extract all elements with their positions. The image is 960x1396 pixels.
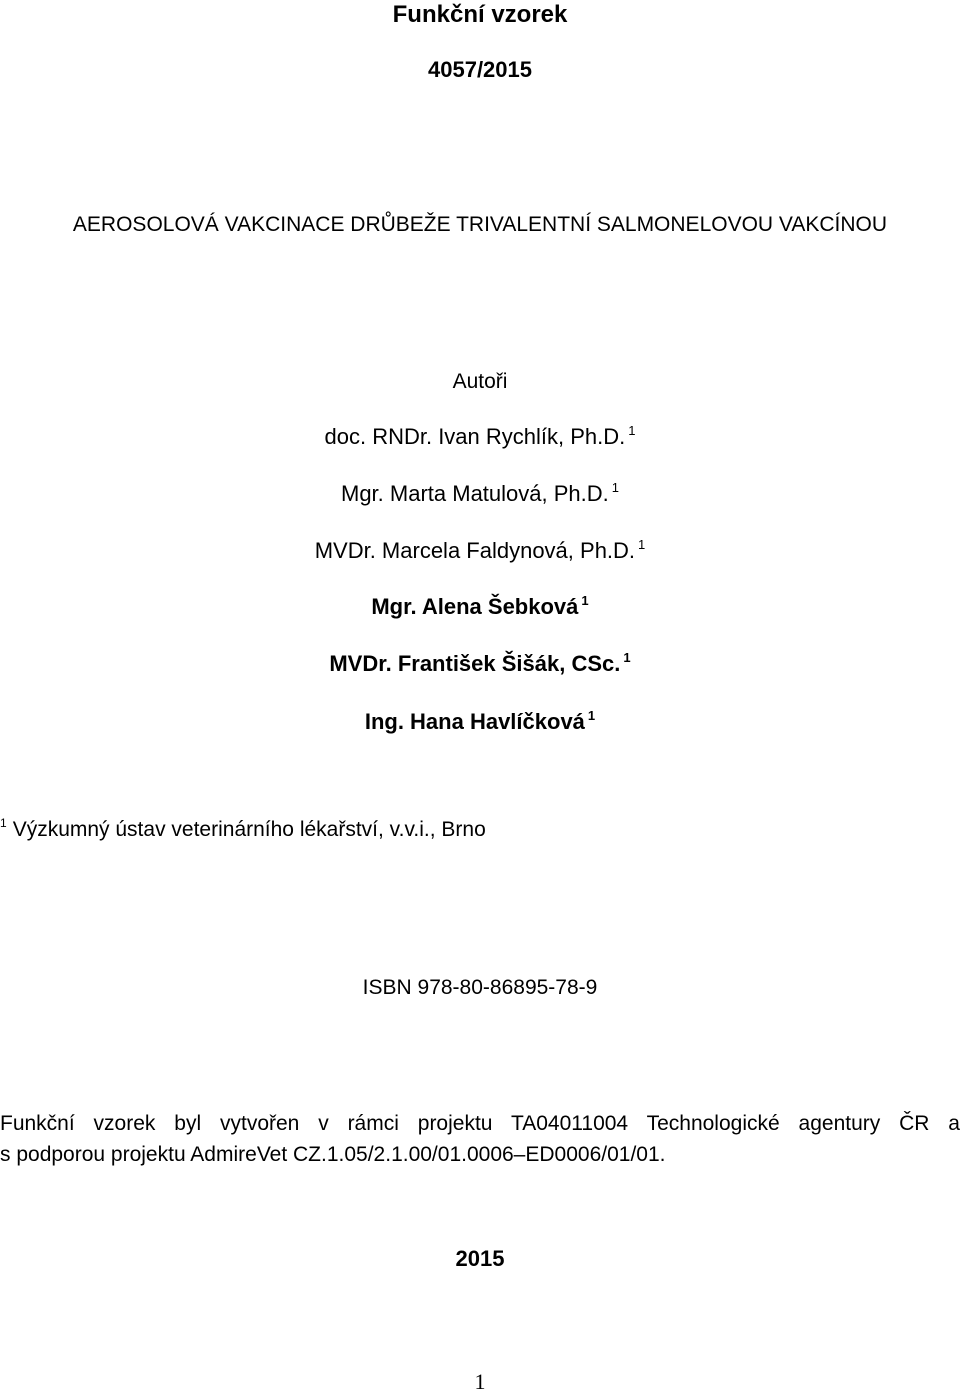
author-item bbox=[0, 423, 960, 451]
author-item bbox=[0, 708, 960, 736]
author-affiliation-ref: 1 bbox=[638, 537, 646, 552]
author-name: Mgr. Alena Šebková bbox=[371, 594, 579, 619]
document-title: Funkční vzorek bbox=[392, 1, 568, 28]
affiliation-ref: 1 bbox=[0, 816, 7, 830]
funding-statement bbox=[0, 1108, 960, 1170]
author-name: MVDr. František Šišák, CSc. bbox=[329, 651, 621, 676]
author-item bbox=[0, 480, 960, 508]
page-number: 1 bbox=[474, 1369, 486, 1394]
isbn: ISBN 978-80-86895-78-9 bbox=[362, 976, 598, 999]
funding-line-1: Funkční vzorek byl vytvořen v rámci projektu TA04011004 Technologické agentury ČR a bbox=[0, 1112, 960, 1135]
document-number: 4057/2015 bbox=[428, 57, 532, 82]
authors-label: Autoři bbox=[452, 370, 508, 393]
funding-line-2: s podporou projektu AdmireVet CZ.1.05/2.1.00/01.0006–ED0006/01/01. bbox=[0, 1143, 666, 1166]
author-item bbox=[0, 650, 960, 678]
author-item bbox=[0, 537, 960, 565]
author-affiliation-ref: 1 bbox=[628, 423, 636, 438]
publication-year: 2015 bbox=[455, 1246, 505, 1271]
author-affiliation-ref: 1 bbox=[581, 593, 589, 608]
author-affiliation-ref: 1 bbox=[611, 480, 619, 495]
affiliation-text: Výzkumný ústav veterinárního lékařství, v.v.i., Brno bbox=[12, 818, 486, 841]
document-heading: AEROSOLOVÁ VAKCINACE DRŮBEŽE TRIVALENTNÍ SALMONELOVOU VAKCÍNOU bbox=[72, 213, 888, 236]
author-affiliation-ref: 1 bbox=[587, 708, 596, 723]
author-item bbox=[0, 593, 960, 621]
author-name: Mgr. Marta Matulová, Ph.D. bbox=[341, 481, 609, 506]
author-name: MVDr. Marcela Faldynová, Ph.D. bbox=[314, 538, 636, 563]
author-affiliation-ref: 1 bbox=[623, 650, 631, 665]
affiliation bbox=[0, 816, 960, 844]
author-name: Ing. Hana Havlíčková bbox=[364, 709, 585, 734]
author-name: doc. RNDr. Ivan Rychlík, Ph.D. bbox=[324, 424, 626, 449]
